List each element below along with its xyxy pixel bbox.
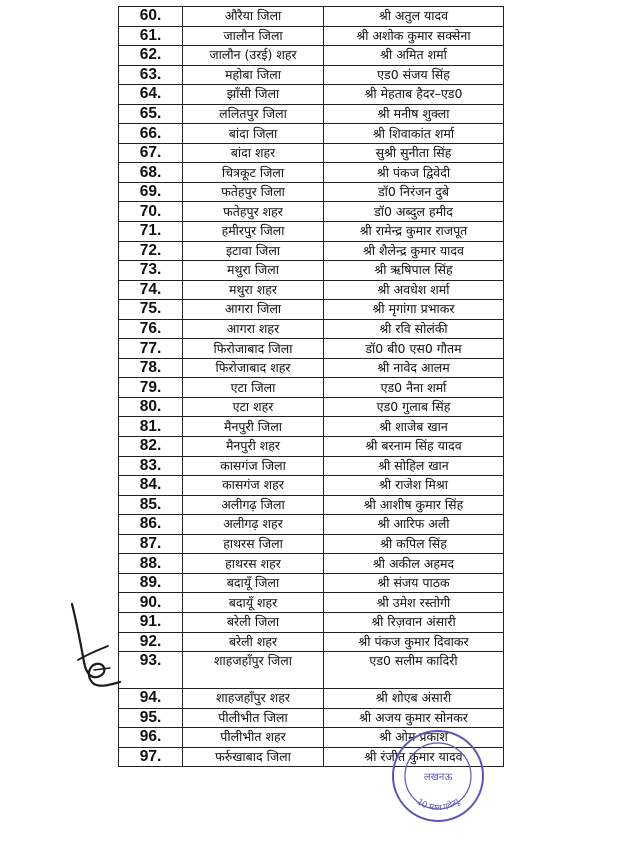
person-name-cell: डॉ0 बी0 एस0 गौतम [324, 339, 504, 359]
district-cell: कासगंज जिला [183, 456, 324, 476]
person-name-cell: श्री संजय पाठक [324, 573, 504, 593]
district-cell: आगरा जिला [183, 300, 324, 320]
table-row [119, 456, 504, 476]
district-cell: हाथरस जिला [183, 534, 324, 554]
table-row [119, 163, 504, 183]
table-row [119, 378, 504, 398]
serial-number-cell: 62. [119, 46, 183, 66]
person-name-cell: श्री रिज़वान अंसारी [324, 612, 504, 632]
person-name-cell: एड0 गुलाब सिंह [324, 397, 504, 417]
district-cell: बांदा जिला [183, 124, 324, 144]
person-name-cell: श्री अमित शर्मा [324, 46, 504, 66]
table-row [119, 261, 504, 281]
district-cell: आगरा शहर [183, 319, 324, 339]
person-name-cell: श्री अवधेश शर्मा [324, 280, 504, 300]
serial-number-cell: 88. [119, 554, 183, 574]
table-row [119, 85, 504, 105]
person-name-cell: श्री उमेश रस्तोगी [324, 593, 504, 613]
district-cell: बदायूँ शहर [183, 593, 324, 613]
table-row [119, 495, 504, 515]
serial-number-cell: 97. [119, 747, 183, 767]
person-name-cell: श्री मृगांगा प्रभाकर [324, 300, 504, 320]
district-cell: एटा शहर [183, 397, 324, 417]
table-row [119, 593, 504, 613]
serial-number-cell: 82. [119, 437, 183, 457]
district-cell: कासगंज शहर [183, 476, 324, 496]
district-cell: बरेली जिला [183, 612, 324, 632]
person-name-cell: श्री शोएब अंसारी [324, 689, 504, 709]
handwritten-signature [64, 600, 130, 690]
district-cell: फतेहपुर शहर [183, 202, 324, 222]
serial-number-cell: 78. [119, 358, 183, 378]
district-cell: बरेली शहर [183, 632, 324, 652]
table-row [119, 202, 504, 222]
table-row [119, 241, 504, 261]
serial-number-cell: 66. [119, 124, 183, 144]
table-row [119, 124, 504, 144]
district-cell: फिरोजाबाद जिला [183, 339, 324, 359]
table-row [119, 534, 504, 554]
person-name-cell: श्री कपिल सिंह [324, 534, 504, 554]
serial-number-cell: 76. [119, 319, 183, 339]
person-name-cell: श्री मनीष शुक्ला [324, 104, 504, 124]
serial-number-cell: 67. [119, 143, 183, 163]
serial-number-cell: 75. [119, 300, 183, 320]
person-name-cell: श्री रंजीत कुमार यादव [324, 747, 504, 767]
person-name-cell: श्री शैलेन्द्र कुमार यादव [324, 241, 504, 261]
person-name-cell: श्री आशीष कुमार सिंह [324, 495, 504, 515]
person-name-cell: श्री अजय कुमार सोनकर [324, 708, 504, 728]
person-name-cell: श्री अतुल यादव [324, 7, 504, 27]
person-name-cell: श्री नावेद आलम [324, 358, 504, 378]
person-name-cell: श्री शिवाकांत शर्मा [324, 124, 504, 144]
serial-number-cell: 65. [119, 104, 183, 124]
district-cell: अलीगढ़ जिला [183, 495, 324, 515]
person-name-cell: श्री आरिफ अली [324, 515, 504, 535]
district-cell: औरैया जिला [183, 7, 324, 27]
serial-number-cell: 86. [119, 515, 183, 535]
district-cell: पीलीभीत शहर [183, 728, 324, 748]
person-name-cell: श्री मेहताब हैदर–एड0 [324, 85, 504, 105]
serial-number-cell: 79. [119, 378, 183, 398]
district-cell: बांदा शहर [183, 143, 324, 163]
serial-number-cell: 95. [119, 708, 183, 728]
table-body [119, 7, 504, 767]
serial-number-cell: 87. [119, 534, 183, 554]
person-name-cell: श्री रामेन्द्र कुमार राजपूत [324, 222, 504, 242]
person-name-cell: सुश्री सुनीता सिंह [324, 143, 504, 163]
table-row [119, 708, 504, 728]
district-cell: फतेहपुर जिला [183, 182, 324, 202]
table-row [119, 417, 504, 437]
district-cell: मैनपुरी शहर [183, 437, 324, 457]
serial-number-cell: 91. [119, 612, 183, 632]
serial-number-cell: 84. [119, 476, 183, 496]
person-name-cell: डॉ0 अब्दुल हमीद [324, 202, 504, 222]
person-name-cell: श्री पंकज कुमार दिवाकर [324, 632, 504, 652]
district-list-table [118, 6, 504, 767]
serial-number-cell: 63. [119, 65, 183, 85]
table-row [119, 632, 504, 652]
person-name-cell: श्री अकील अहमद [324, 554, 504, 574]
table-row [119, 65, 504, 85]
serial-number-cell: 89. [119, 573, 183, 593]
district-cell: झाँसी जिला [183, 85, 324, 105]
serial-number-cell: 69. [119, 182, 183, 202]
district-cell: फर्रुखाबाद जिला [183, 747, 324, 767]
serial-number-cell: 64. [119, 85, 183, 105]
serial-number-cell: 60. [119, 7, 183, 27]
person-name-cell: श्री अशोक कुमार सक्सेना [324, 26, 504, 46]
table-row [119, 689, 504, 709]
person-name-cell: श्री ओम प्रकाश [324, 728, 504, 748]
table-row [119, 222, 504, 242]
serial-number-cell: 85. [119, 495, 183, 515]
serial-number-cell: 90. [119, 593, 183, 613]
serial-number-cell: 83. [119, 456, 183, 476]
district-cell: हमीरपुर जिला [183, 222, 324, 242]
person-name-cell: श्री सोहिल खान [324, 456, 504, 476]
district-cell: फिरोजाबाद शहर [183, 358, 324, 378]
district-cell: ललितपुर जिला [183, 104, 324, 124]
district-cell: शाहजहाँपुर जिला [183, 652, 324, 689]
district-cell: हाथरस शहर [183, 554, 324, 574]
person-name-cell: एड0 सलीम कादिरी [324, 652, 504, 689]
table-row [119, 46, 504, 66]
district-cell: जालौन (उरई) शहर [183, 46, 324, 66]
table-row [119, 339, 504, 359]
person-name-cell: श्री राजेश मिश्रा [324, 476, 504, 496]
serial-number-cell: 93. [119, 652, 183, 689]
serial-number-cell: 72. [119, 241, 183, 261]
table-row [119, 515, 504, 535]
person-name-cell: श्री शाजेब खान [324, 417, 504, 437]
serial-number-cell: 96. [119, 728, 183, 748]
serial-number-cell: 80. [119, 397, 183, 417]
serial-number-cell: 71. [119, 222, 183, 242]
table-row [119, 554, 504, 574]
serial-number-cell: 70. [119, 202, 183, 222]
district-cell: बदायूँ जिला [183, 573, 324, 593]
person-name-cell: डॉ0 निरंजन दुबे [324, 182, 504, 202]
table-row [119, 26, 504, 46]
table-row [119, 476, 504, 496]
person-name-cell: श्री ऋषिपाल सिंह [324, 261, 504, 281]
table-row [119, 612, 504, 632]
serial-number-cell: 74. [119, 280, 183, 300]
seal-address-text: 10 माल एवेन्यू [414, 797, 462, 814]
serial-number-cell: 81. [119, 417, 183, 437]
serial-number-cell: 73. [119, 261, 183, 281]
office-seal-stamp [390, 728, 486, 824]
table-row [119, 358, 504, 378]
table-row [119, 573, 504, 593]
district-cell: मथुरा शहर [183, 280, 324, 300]
table-row [119, 7, 504, 27]
district-cell: इटावा जिला [183, 241, 324, 261]
serial-number-cell: 92. [119, 632, 183, 652]
serial-number-cell: 68. [119, 163, 183, 183]
district-cell: शाहजहाँपुर शहर [183, 689, 324, 709]
person-name-cell: एड0 संजय सिंह [324, 65, 504, 85]
serial-number-cell: 61. [119, 26, 183, 46]
table-row [119, 319, 504, 339]
table-row [119, 182, 504, 202]
district-cell: महोबा जिला [183, 65, 324, 85]
table-row [119, 280, 504, 300]
table-row [119, 143, 504, 163]
person-name-cell: श्री बरनाम सिंह यादव [324, 437, 504, 457]
district-cell: पीलीभीत जिला [183, 708, 324, 728]
person-name-cell: श्री पंकज द्विवेदी [324, 163, 504, 183]
seal-center-text: लखनऊ [423, 772, 453, 783]
district-cell: चित्रकूट जिला [183, 163, 324, 183]
district-cell: एटा जिला [183, 378, 324, 398]
table-row [119, 104, 504, 124]
district-cell: अलीगढ़ शहर [183, 515, 324, 535]
district-cell: मथुरा जिला [183, 261, 324, 281]
table-row [119, 397, 504, 417]
district-cell: मैनपुरी जिला [183, 417, 324, 437]
table-row [119, 300, 504, 320]
district-cell: जालौन जिला [183, 26, 324, 46]
serial-number-cell: 94. [119, 689, 183, 709]
serial-number-cell: 77. [119, 339, 183, 359]
table-row [119, 437, 504, 457]
person-name-cell: एड0 नैना शर्मा [324, 378, 504, 398]
table-row [119, 652, 504, 689]
person-name-cell: श्री रवि सोलंकी [324, 319, 504, 339]
